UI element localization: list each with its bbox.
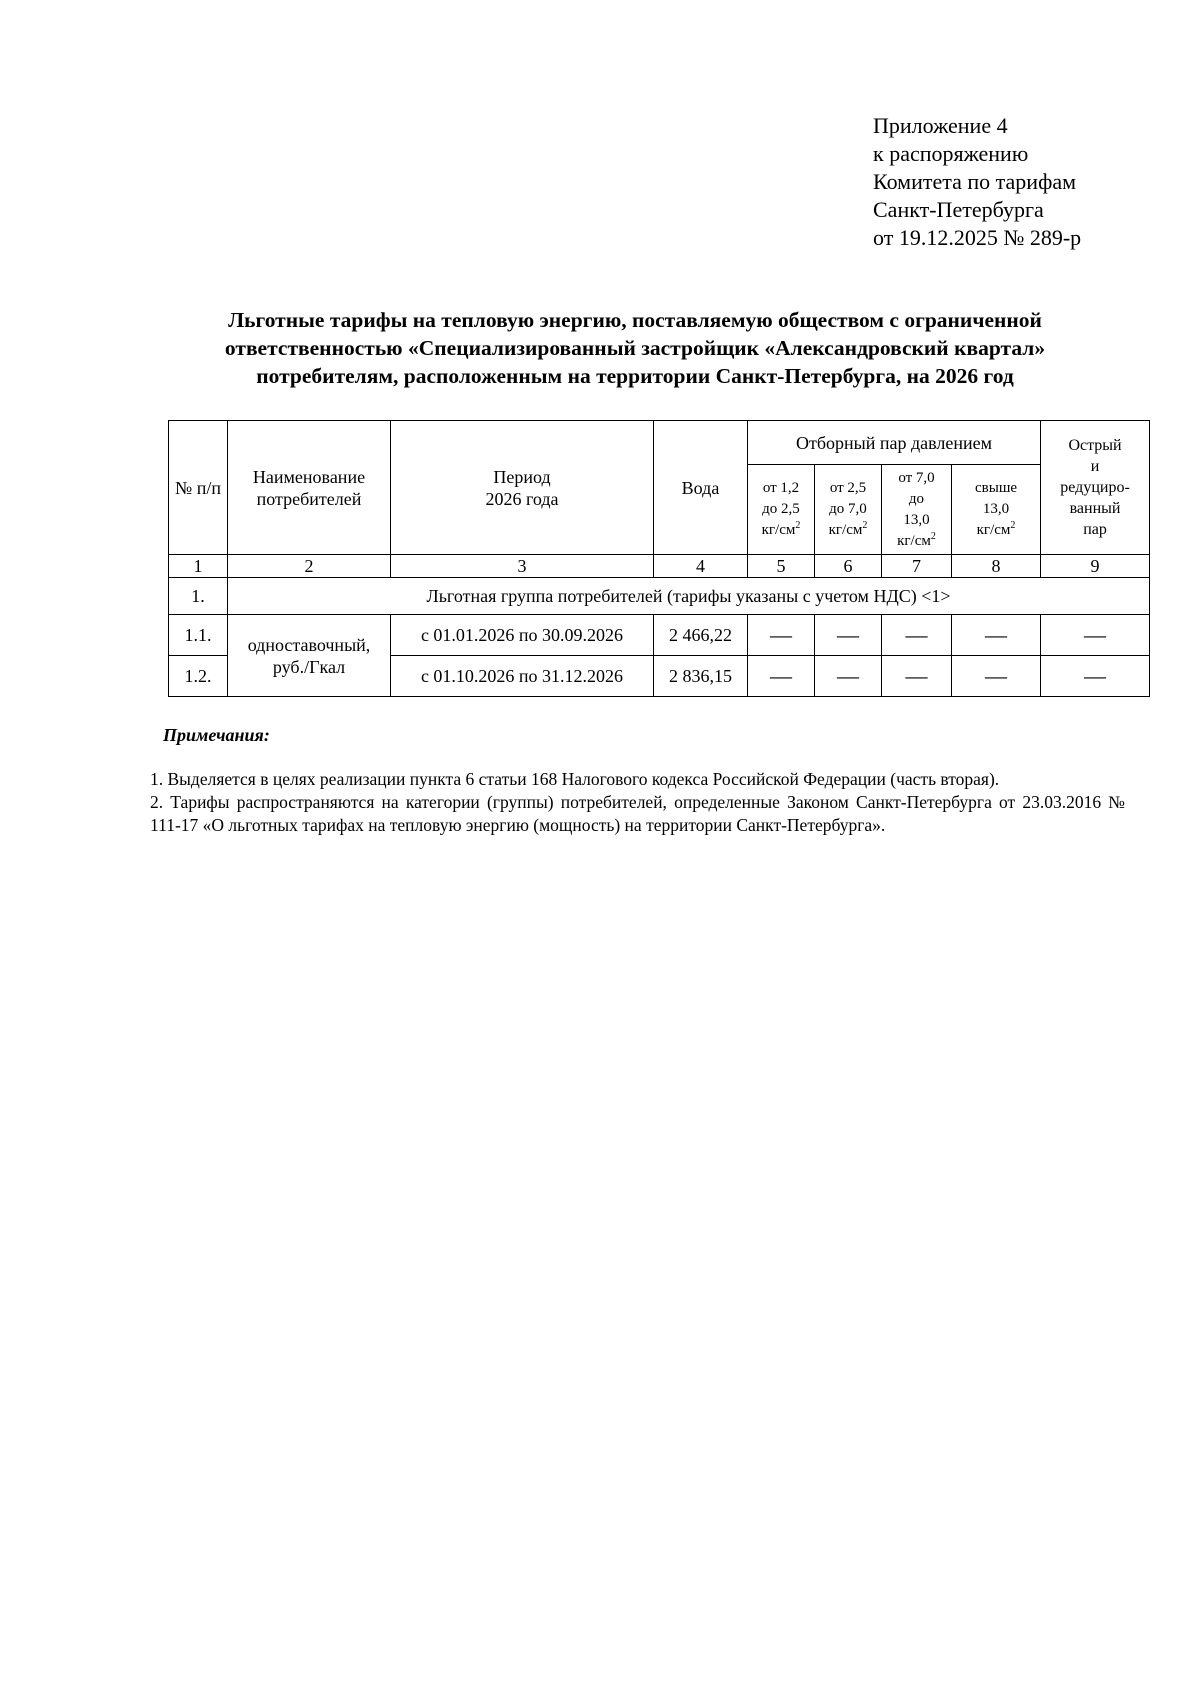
consumer-cell — [228, 615, 391, 697]
unit-sup: 2 — [1010, 520, 1016, 531]
header-steam-line: до — [908, 490, 925, 507]
appendix-line: Санкт-Петербурга — [873, 197, 1044, 222]
header-steam-line: 13,0 — [982, 501, 1010, 517]
column-number: 3 — [391, 555, 654, 578]
column-number: 7 — [882, 555, 952, 578]
header-row — [169, 421, 1150, 465]
row-water: 2 466,22 — [654, 615, 748, 656]
header-steam-2 — [815, 465, 882, 555]
header-water: Вода — [654, 421, 748, 555]
group-label: Льготная группа потребителей (тарифы указаны с учетом НДС) <1> — [228, 578, 1150, 615]
column-number: 2 — [228, 555, 391, 578]
header-period — [391, 421, 654, 555]
table-row — [169, 615, 1150, 656]
row-period: с 01.10.2026 по 31.12.2026 — [391, 656, 654, 697]
row-dash: — — [815, 615, 882, 656]
header-steam-line: от 7,0 — [898, 469, 935, 486]
column-number-row — [169, 555, 1150, 578]
header-steam-line: от 2,5 — [829, 480, 867, 496]
appendix-line: Комитета по тарифам — [873, 169, 1077, 194]
row-dash: — — [1041, 656, 1150, 697]
appendix-block — [873, 112, 1081, 252]
header-steam-line: от 1,2 — [762, 480, 800, 496]
document-title — [150, 306, 1120, 390]
header-period-line: Период — [493, 466, 551, 487]
header-sharp-line: пар — [1083, 521, 1107, 538]
column-number: 9 — [1041, 555, 1150, 578]
header-steam-line: 13,0 — [903, 511, 930, 528]
header-steam-unit — [954, 520, 1038, 541]
header-steam-group: Отборный пар давлением — [748, 421, 1041, 465]
title-line: ответственностью «Специализированный застройщик «Александровский квартал» — [224, 336, 1046, 360]
row-num: 1.2. — [169, 656, 228, 697]
header-sharp-line: Острый — [1068, 437, 1122, 454]
consumer-line: руб./Гкал — [272, 656, 346, 677]
notes-heading: Примечания: — [163, 725, 270, 745]
row-dash: — — [952, 656, 1041, 697]
row-dash: — — [815, 656, 882, 697]
header-steam-1 — [748, 465, 815, 555]
unit-text: кг/см — [828, 522, 863, 538]
unit-sup: 2 — [862, 520, 868, 531]
note-item: 1. Выделяется в целях реализации пункта 6 статьи 168 Налогового кодекса Российской Федерации (часть вторая). — [150, 769, 1000, 789]
row-dash: — — [748, 615, 815, 656]
row-dash: — — [882, 656, 952, 697]
consumer-line: одноставочный, — [247, 634, 371, 655]
column-number: 8 — [952, 555, 1041, 578]
header-steam-unit — [750, 520, 812, 541]
header-sharp-line: редуциро- — [1060, 479, 1130, 496]
row-dash: — — [1041, 615, 1150, 656]
header-steam-line: свыше — [975, 480, 1018, 496]
row-dash: — — [882, 615, 952, 656]
row-period: с 01.01.2026 по 30.09.2026 — [391, 615, 654, 656]
header-consumers: Наименование потребителей — [228, 421, 391, 555]
header-sharp-line: ванный — [1069, 500, 1121, 517]
note-item: 2. Тарифы распространяются на категории (группы) потребителей, определенные Законом Санкт-Петербурга от 23.03.2016 № 111-17 «О льготных тарифах на тепловую энергию (мощность) на территории Санкт-Петербурга». — [150, 792, 1125, 835]
tariff-table — [168, 420, 1150, 697]
appendix-line: Приложение 4 — [873, 113, 1008, 138]
column-number: 5 — [748, 555, 815, 578]
unit-text: кг/см — [897, 532, 931, 549]
header-num: № п/п — [169, 421, 228, 555]
column-number: 4 — [654, 555, 748, 578]
group-row — [169, 578, 1150, 615]
group-num: 1. — [169, 578, 228, 615]
header-steam-unit — [817, 520, 879, 541]
unit-text: кг/см — [976, 522, 1011, 538]
unit-sup: 2 — [795, 520, 801, 531]
row-num: 1.1. — [169, 615, 228, 656]
header-sharp-line: и — [1090, 458, 1100, 475]
header-steam-4 — [952, 465, 1041, 555]
header-sharp-steam — [1041, 421, 1150, 555]
row-water: 2 836,15 — [654, 656, 748, 697]
column-number: 6 — [815, 555, 882, 578]
title-line: Льготные тарифы на тепловую энергию, поставляемую обществом с ограниченной — [228, 308, 1042, 332]
title-line: потребителям, расположенным на территории Санкт-Петербурга, на 2026 год — [256, 364, 1014, 388]
header-steam-line: до 2,5 — [762, 501, 800, 517]
unit-text: кг/см — [761, 522, 796, 538]
header-steam-unit — [884, 531, 949, 552]
notes-block — [150, 768, 1125, 837]
header-steam-line: до 7,0 — [829, 501, 867, 517]
row-dash: — — [748, 656, 815, 697]
row-dash: — — [952, 615, 1041, 656]
appendix-line: к распоряжению — [873, 141, 1029, 166]
unit-sup: 2 — [930, 530, 936, 542]
header-period-line: 2026 года — [485, 488, 559, 509]
column-number: 1 — [169, 555, 228, 578]
appendix-line: от 19.12.2025 № 289-р — [873, 225, 1082, 250]
header-steam-3 — [882, 465, 952, 555]
